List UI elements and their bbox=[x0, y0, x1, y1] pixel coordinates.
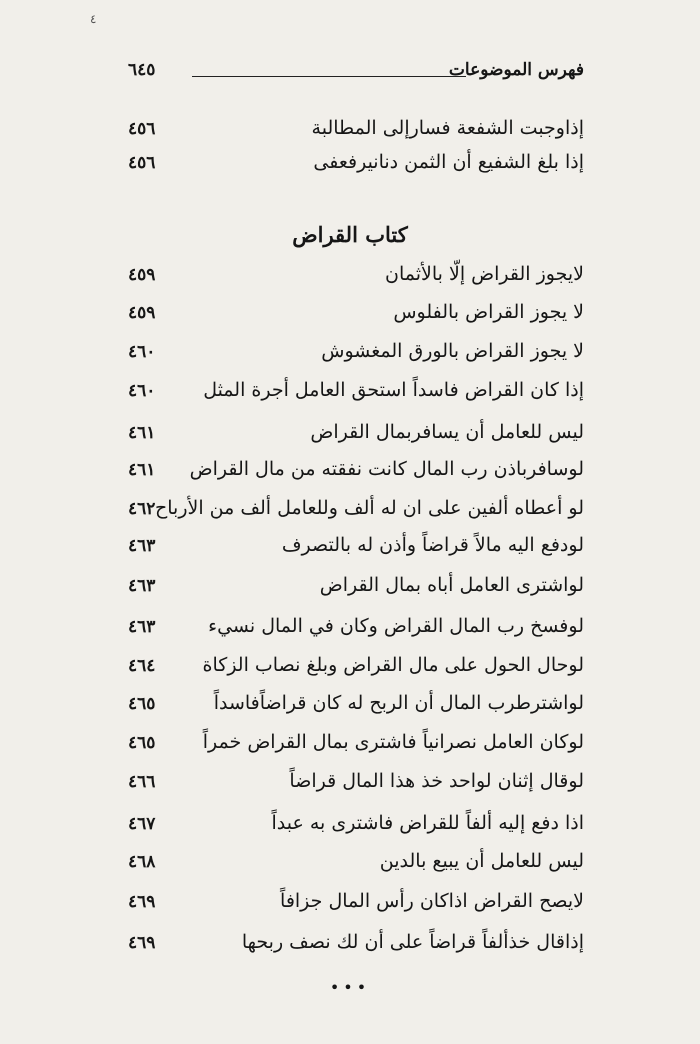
entry-text: إذاقال خذألفاً قراضاً على أن لك نصف ربحها bbox=[241, 931, 584, 953]
index-entry bbox=[128, 337, 584, 373]
entry-text: لوسافرباذن رب المال كانت نفقته من مال القراض bbox=[189, 458, 584, 480]
entry-text: اذا دفع إليه ألفاً للقراض فاشترى به عبداً bbox=[271, 812, 584, 834]
index-entry bbox=[128, 887, 584, 923]
entry-page: ٤٦٠ bbox=[128, 342, 156, 362]
entry-page: ٤٦٢ bbox=[128, 499, 156, 519]
entry-page: ٤٦٥ bbox=[128, 694, 156, 714]
entry-text: إذا كان القراض فاسداً استحق العامل أجرة المثل bbox=[203, 379, 584, 401]
header-title: فهرس الموضوعات bbox=[448, 60, 584, 80]
entry-page: ٤٦٣ bbox=[128, 576, 156, 596]
entry-page: ٤٦٩ bbox=[128, 933, 156, 953]
index-entry bbox=[128, 148, 584, 184]
entry-text: إذا بلغ الشفيع أن الثمن دنانيرفعفى bbox=[313, 151, 584, 173]
index-entry bbox=[128, 571, 584, 607]
entry-page: ٤٦٤ bbox=[128, 656, 156, 676]
entry-page: ٤٥٩ bbox=[128, 303, 156, 323]
entry-page: ٤٦١ bbox=[128, 460, 156, 480]
index-entry bbox=[128, 260, 584, 296]
index-entry bbox=[128, 376, 584, 412]
entry-text: لواشترطرب المال أن الربح له كان قراضاًفاسداً bbox=[213, 692, 584, 714]
end-ornament: ••• bbox=[329, 978, 371, 997]
entry-text: لوفسخ رب المال القراض وكان في المال نسيء bbox=[208, 615, 584, 637]
entry-text: ليس للعامل أن يبيع بالدين bbox=[379, 850, 584, 872]
entry-text: لايصح القراض اذاكان رأس المال جزافاً bbox=[280, 890, 584, 912]
index-entry bbox=[128, 651, 584, 687]
entry-text: إذاوجبت الشفعة فسارإلى المطالبة bbox=[311, 117, 584, 139]
entry-text: لا يجوز القراض بالورق المغشوش bbox=[321, 340, 584, 362]
index-entry bbox=[128, 689, 584, 725]
entry-page: ٤٦٠ bbox=[128, 381, 156, 401]
index-entry bbox=[128, 728, 584, 764]
index-entry bbox=[128, 767, 584, 803]
index-entry bbox=[128, 455, 584, 491]
index-entry bbox=[128, 418, 584, 454]
entry-text: لواشترى العامل أباه بمال القراض bbox=[319, 574, 584, 596]
page-header bbox=[128, 56, 584, 92]
entry-page: ٤٥٦ bbox=[128, 119, 156, 139]
entry-text: ليس للعامل أن يسافربمال القراض bbox=[310, 421, 584, 443]
entry-text: لودفع اليه مالاً قراضاً وأذن له بالتصرف bbox=[281, 534, 584, 556]
index-entry bbox=[128, 847, 584, 883]
entry-text: لو أعطاه ألفين على ان له ألف وللعامل ألف من الأرباح bbox=[154, 497, 584, 519]
entry-page: ٤٦٧ bbox=[128, 814, 156, 834]
index-entry bbox=[128, 298, 584, 334]
entry-page: ٤٥٩ bbox=[128, 265, 156, 285]
entry-text: لوكان العامل نصرانياً فاشترى بمال القراض خمراً bbox=[202, 731, 584, 753]
index-entry bbox=[128, 809, 584, 845]
header-rule bbox=[192, 76, 466, 77]
entry-text: لا يجوز القراض بالفلوس bbox=[393, 301, 584, 323]
index-entry bbox=[128, 531, 584, 567]
entry-page: ٤٦٣ bbox=[128, 536, 156, 556]
entry-page: ٤٦١ bbox=[128, 423, 156, 443]
entry-page: ٤٦٥ bbox=[128, 733, 156, 753]
index-entry bbox=[128, 928, 584, 964]
index-entry bbox=[128, 494, 584, 530]
index-entry bbox=[128, 114, 584, 150]
entry-page: ٤٦٣ bbox=[128, 617, 156, 637]
index-entry bbox=[128, 612, 584, 648]
header-page-number: ٦٤٥ bbox=[128, 60, 156, 80]
entry-page: ٤٥٦ bbox=[128, 153, 156, 173]
entry-text: لوقال إثنان لواحد خذ هذا المال قراضاً bbox=[289, 770, 584, 792]
section-title: كتاب القراض bbox=[292, 222, 408, 247]
entry-text: لايجوز القراض إلّا بالأثمان bbox=[385, 263, 584, 285]
entry-page: ٤٦٩ bbox=[128, 892, 156, 912]
entry-page: ٤٦٨ bbox=[128, 852, 156, 872]
entry-text: لوحال الحول على مال القراض وبلغ نصاب الزكاة bbox=[202, 654, 584, 676]
corner-mark: ٤ bbox=[90, 12, 97, 26]
entry-page: ٤٦٦ bbox=[128, 772, 156, 792]
